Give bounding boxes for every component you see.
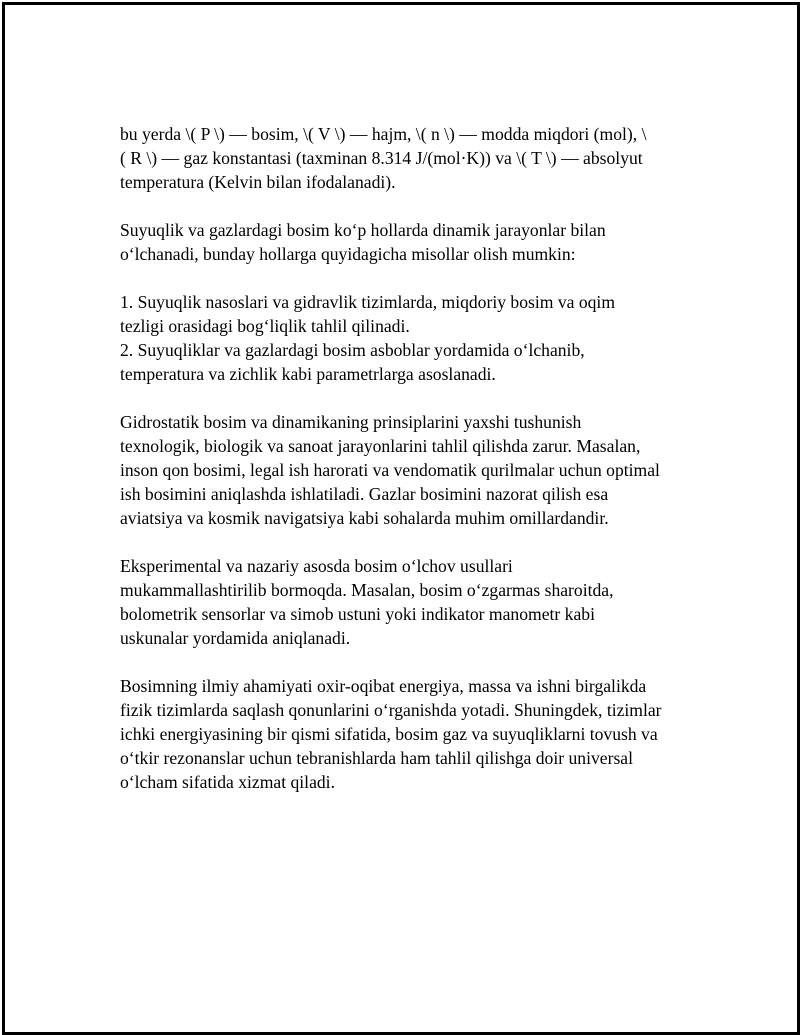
- text-line: Eksperimental va nazariy asosda bosim o‘lchov usullari: [120, 556, 513, 576]
- text-line: ( R \) — gaz konstantasi (taxminan 8.314 J/(mol·K)) va \( T \) — absolyut: [120, 148, 643, 168]
- text-line: fizik tizimlarda saqlash qonunlarini o‘rganishda yotadi. Shuningdek, tizimlar: [120, 700, 662, 720]
- text-line: temperatura (Kelvin bilan ifodalanadi).: [120, 172, 396, 192]
- paragraph-measurement-methods: [120, 554, 702, 650]
- text-line: uskunalar yordamida aniqlanadi.: [120, 628, 351, 648]
- text-line: tezligi orasidagi bog‘liqlik tahlil qilinadi.: [120, 316, 410, 336]
- text-line: Suyuqlik va gazlardagi bosim ko‘p hollarda dinamik jarayonlar bilan: [120, 220, 606, 240]
- page-border: [2, 2, 800, 1035]
- text-line: bolometrik sensorlar va simob ustuni yoki indikator manometr kabi: [120, 604, 595, 624]
- paragraph-hydrostatic-principles: [120, 410, 702, 530]
- text-line: 2. Suyuqliklar va gazlardagi bosim asboblar yordamida o‘lchanib,: [120, 340, 585, 360]
- text-line: bu yerda \( P \) — bosim, \( V \) — hajm, \( n \) — modda miqdori (mol), \: [120, 124, 647, 144]
- text-line: Gidrostatik bosim va dinamikaning prinsiplarini yaxshi tushunish: [120, 412, 582, 432]
- text-line: o‘tkir rezonanslar uchun tebranishlarda ham tahlil qilishga doir universal: [120, 748, 633, 768]
- text-line: ish bosimini aniqlashda ishlatiladi. Gazlar bosimini nazorat qilish esa: [120, 484, 609, 504]
- paragraph-gas-law-variables: [120, 122, 702, 194]
- text-line: o‘lchanadi, bunday hollarga quyidagicha misollar olish mumkin:: [120, 244, 576, 264]
- document-body: [120, 122, 702, 818]
- paragraph-dynamic-pressure: [120, 218, 702, 266]
- text-line: Bosimning ilmiy ahamiyati oxir-oqibat energiya, massa va ishni birgalikda: [120, 676, 647, 696]
- text-line: mukammallashtirilib bormoqda. Masalan, bosim o‘zgarmas sharoitda,: [120, 580, 614, 600]
- text-line: temperatura va zichlik kabi parametrlarga asoslanadi.: [120, 364, 496, 384]
- text-line: 1. Suyuqlik nasoslari va gidravlik tizimlarda, miqdoriy bosim va oqim: [120, 292, 616, 312]
- text-line: ichki energiyasining bir qismi sifatida, bosim gaz va suyuqliklarni tovush va: [120, 724, 658, 744]
- paragraph-numbered-examples: [120, 290, 702, 386]
- text-line: o‘lcham sifatida xizmat qiladi.: [120, 772, 335, 792]
- paragraph-scientific-importance: [120, 674, 702, 794]
- text-line: inson qon bosimi, legal ish harorati va vendomatik qurilmalar uchun optimal: [120, 460, 660, 480]
- text-line: texnologik, biologik va sanoat jarayonlarini tahlil qilishda zarur. Masalan,: [120, 436, 641, 456]
- text-line: aviatsiya va kosmik navigatsiya kabi sohalarda muhim omillardandir.: [120, 508, 609, 528]
